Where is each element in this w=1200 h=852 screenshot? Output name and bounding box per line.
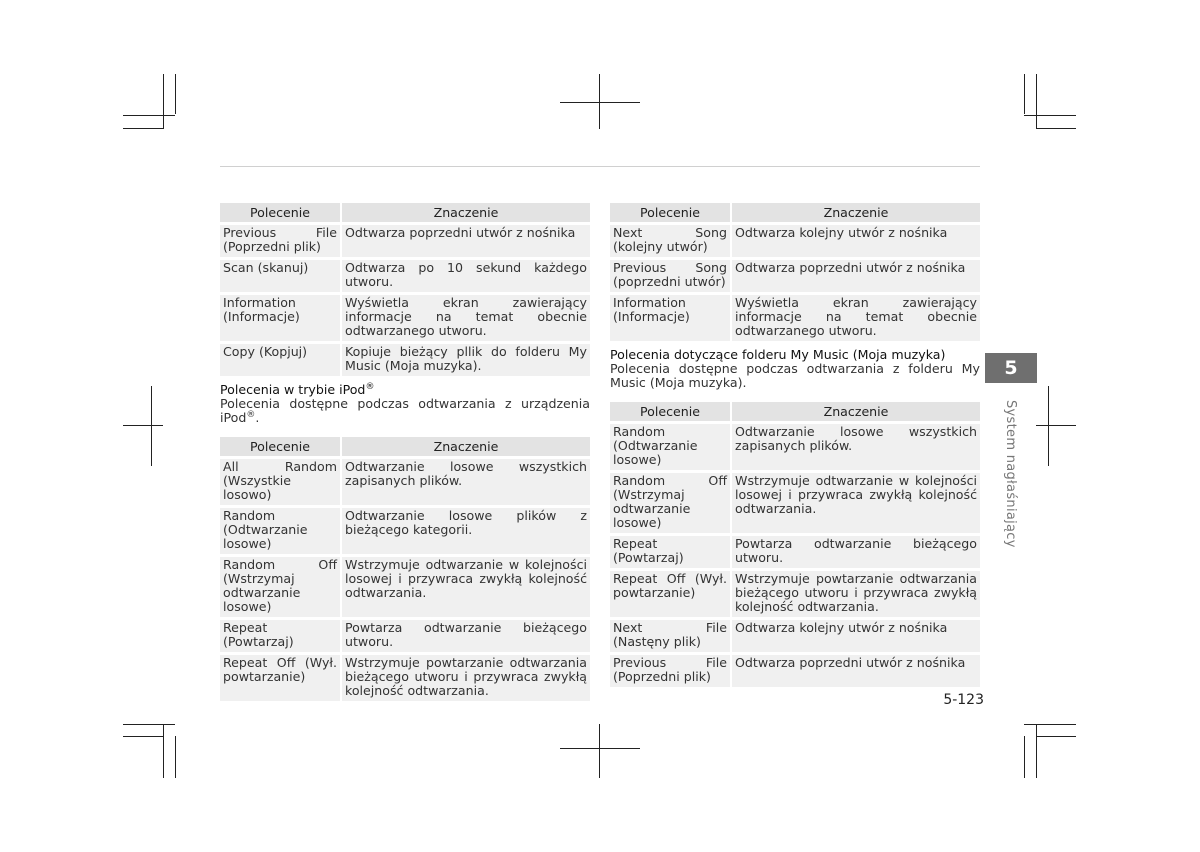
table-header-row (220, 437, 590, 456)
command-name: Random Off (Wstrzymaj odtwarzanie losowe) (610, 473, 732, 533)
command-name: Scan (skanuj) (220, 260, 342, 292)
table-row (220, 620, 590, 652)
mymusic-section-text: Polecenia dostępne podczas odtwarzania z folderu My Music (Moja muzyka). (610, 361, 980, 390)
command-name: Copy (Kopjuj) (220, 344, 342, 376)
command-meaning: Wstrzymuje odtwarzanie w kolejności losowej i przywraca zwykłą kolejność odtwarzania. (342, 557, 590, 617)
left-column (220, 203, 590, 704)
table-row (220, 557, 590, 617)
header-meaning: Znaczenie (342, 203, 590, 222)
table-row (610, 260, 980, 292)
command-name: Repeat Off (Wył. powtarzanie) (610, 571, 732, 617)
header-rule (220, 166, 980, 167)
table-header-row (610, 203, 980, 222)
command-name: All Random (Wszystkie losowo) (220, 459, 342, 505)
command-meaning: Powtarza odtwarzanie bieżącego utworu. (732, 536, 980, 568)
header-command: Polecenie (220, 203, 342, 222)
ipod-section-title: Polecenia w trybie iPod® (220, 381, 375, 397)
command-table-1 (220, 200, 590, 379)
command-table-3 (610, 200, 980, 344)
command-meaning: Odtwarzanie losowe wszystkich zapisanych plików. (342, 459, 590, 505)
command-name: Previous File (Poprzedni plik) (610, 655, 732, 687)
table-row (220, 295, 590, 341)
command-meaning: Wyświetla ekran zawierający informacje na temat obecnie odtwarzanego utworu. (342, 295, 590, 341)
command-meaning: Odtwarzanie losowe plików z bieżącego kategorii. (342, 508, 590, 554)
header-meaning: Znaczenie (732, 203, 980, 222)
command-name: Repeat (Powtarzaj) (610, 536, 732, 568)
page-number: 5-123 (943, 692, 984, 708)
command-name: Information (Informacje) (610, 295, 732, 341)
command-name: Random (Odtwarzanie losowe) (220, 508, 342, 554)
command-name: Next File (Nastęny plik) (610, 620, 732, 652)
command-table-4 (610, 399, 980, 690)
table-row (610, 571, 980, 617)
command-meaning: Odtwarza poprzedni utwór z nośnika (342, 225, 590, 257)
command-name: Repeat Off (Wył. powtarzanie) (220, 655, 342, 701)
mymusic-section-title: Polecenia dotyczące folderu My Music (Moja muzyka) (610, 347, 946, 362)
table-row (610, 295, 980, 341)
command-meaning: Odtwarza kolejny utwór z nośnika (732, 225, 980, 257)
command-name: Random (Odtwarzanie losowe) (610, 424, 732, 470)
command-meaning: Odtwarza poprzedni utwór z nośnika (732, 260, 980, 292)
ipod-section-text: Polecenia dostępne podczas odtwarzania z urządzenia iPod®. (220, 396, 590, 425)
command-name: Next Song (kolejny utwór) (610, 225, 732, 257)
command-name: Repeat (Powtarzaj) (220, 620, 342, 652)
table-row (220, 655, 590, 701)
header-meaning: Znaczenie (342, 437, 590, 456)
command-meaning: Odtwarzanie losowe wszystkich zapisanych plików. (732, 424, 980, 470)
command-name: Information (Informacje) (220, 295, 342, 341)
table-row (220, 508, 590, 554)
command-meaning: Powtarza odtwarzanie bieżącego utworu. (342, 620, 590, 652)
table-header-row (220, 203, 590, 222)
table-row (220, 344, 590, 376)
table-row (610, 620, 980, 652)
command-name: Previous File (Poprzedni plik) (220, 225, 342, 257)
table-header-row (610, 402, 980, 421)
table-row (610, 536, 980, 568)
header-command: Polecenie (220, 437, 342, 456)
header-meaning: Znaczenie (732, 402, 980, 421)
command-meaning: Wyświetla ekran zawierający informacje na temat obecnie odtwarzanego utworu. (732, 295, 980, 341)
table-row (610, 473, 980, 533)
command-meaning: Odtwarza po 10 sekund każdego utworu. (342, 260, 590, 292)
table-row (610, 424, 980, 470)
command-meaning: Wstrzymuje odtwarzanie w kolejności losowej i przywraca zwykłą kolejność odtwarzania. (732, 473, 980, 533)
table-row (610, 655, 980, 687)
command-meaning: Kopiuje bieżący pllik do folderu My Music (Moja muzyka). (342, 344, 590, 376)
chapter-side-title: System nagłaśniający (1003, 400, 1018, 548)
command-name: Previous Song (poprzedni utwór) (610, 260, 732, 292)
table-row (220, 260, 590, 292)
command-table-2 (220, 434, 590, 704)
command-meaning: Odtwarza poprzedni utwór z nośnika (732, 655, 980, 687)
command-name: Random Off (Wstrzymaj odtwarzanie losowe) (220, 557, 342, 617)
command-meaning: Wstrzymuje powtarzanie odtwarzania bieżącego utworu i przywraca zwykłą kolejność odtwarzania. (342, 655, 590, 701)
table-row (220, 225, 590, 257)
command-meaning: Wstrzymuje powtarzanie odtwarzania bieżącego utworu i przywraca zwykłą kolejność odtwarzania. (732, 571, 980, 617)
header-command: Polecenie (610, 402, 732, 421)
table-row (610, 225, 980, 257)
command-meaning: Odtwarza kolejny utwór z nośnika (732, 620, 980, 652)
right-column (610, 203, 980, 690)
table-row (220, 459, 590, 505)
header-command: Polecenie (610, 203, 732, 222)
chapter-number-tab: 5 (985, 353, 1037, 383)
